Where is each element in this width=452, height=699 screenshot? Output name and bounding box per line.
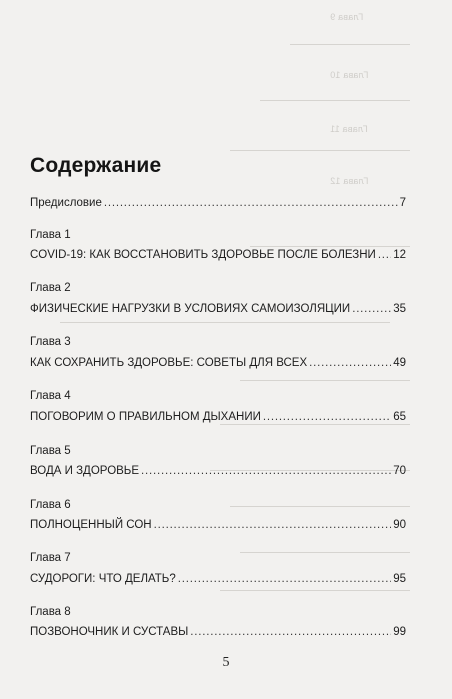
toc-entry-chapter-1[interactable] [30, 249, 406, 267]
entry-title: COVID-19: КАК ВОССТАНОВИТЬ ЗДОРОВЬЕ ПОСЛЕ БОЛЕЗНИ [30, 249, 376, 261]
toc-entry-preface[interactable] [30, 197, 406, 215]
dot-leader [309, 357, 391, 369]
toc-entry-chapter-2[interactable] [30, 303, 406, 321]
entry-title: КАК СОХРАНИТЬ ЗДОРОВЬЕ: СОВЕТЫ ДЛЯ ВСЕХ [30, 357, 308, 369]
entry-page: 90 [393, 519, 406, 531]
dot-leader [352, 303, 391, 315]
entry-page: 49 [393, 357, 406, 369]
entry-title: ПОЛНОЦЕННЫЙ СОН [30, 519, 152, 531]
dot-leader [190, 626, 391, 638]
dot-leader [141, 465, 391, 477]
toc-entry-chapter-3[interactable] [30, 357, 406, 375]
toc-heading: Содержание [30, 154, 162, 177]
entry-page: 7 [399, 197, 406, 209]
dot-leader [378, 249, 391, 261]
chapter-label: Глава 8 [30, 606, 71, 618]
entry-title: СУДОРОГИ: ЧТО ДЕЛАТЬ? [30, 573, 176, 585]
dot-leader [263, 411, 391, 423]
entry-title: ВОДА И ЗДОРОВЬЕ [30, 465, 140, 477]
toc-entry-chapter-4[interactable] [30, 411, 406, 429]
chapter-label: Глава 7 [30, 552, 71, 564]
toc-entry-chapter-5[interactable] [30, 465, 406, 483]
chapter-label: Глава 4 [30, 390, 71, 402]
entry-title: ФИЗИЧЕСКИЕ НАГРУЗКИ В УСЛОВИЯХ САМОИЗОЛЯЦИИ [30, 303, 351, 315]
chapter-label: Глава 6 [30, 499, 71, 511]
dot-leader [104, 197, 398, 209]
entry-title: Предисловие [30, 197, 102, 209]
entry-page: 70 [393, 465, 406, 477]
entry-title: ПОГОВОРИМ О ПРАВИЛЬНОМ ДЫХАНИИ [30, 411, 261, 423]
page-number: 5 [222, 655, 230, 670]
chapter-label: Глава 5 [30, 445, 71, 457]
entry-page: 99 [393, 626, 406, 638]
dot-leader [178, 573, 391, 585]
book-page: Глава 9 Глава 10 Глава 11 Глава 12 Содержание Предисловие . . . 7 Глава 1 COVID-19: КАК ВОССТАНОВИТЬ ЗДОРОВЬЕ ПОСЛЕ БОЛЕЗНИ . . . 12 Глава 2 ФИЗИЧЕСКИЕ НАГРУЗКИ В УСЛОВИЯХ САМОИЗОЛЯЦИИ . . . 35 Глава 3 КАК СОХРАНИТЬ ЗДОРОВЬЕ: СОВЕТЫ ДЛЯ ВСЕХ . . . 49 Глава 4 ПОГОВОРИМ О ПРАВИЛЬНОМ ДЫХАНИИ . . . 65 Глава 5 ВОДА И ЗДОРОВЬЕ . . . 70 Глава 6 ПОЛНОЦЕННЫЙ СОН . . . 90 Глава 7 СУДОРОГИ: ЧТО ДЕЛАТЬ? . . . 95 Глава 8 ПОЗВОНОЧНИК И СУСТАВЫ . . . 99 5 [0, 0, 452, 699]
entry-page: 95 [393, 573, 406, 585]
entry-page: 12 [393, 249, 406, 261]
entry-title: ПОЗВОНОЧНИК И СУСТАВЫ [30, 626, 189, 638]
chapter-label: Глава 2 [30, 282, 71, 294]
toc-entry-chapter-7[interactable] [30, 573, 406, 591]
dot-leader [154, 519, 392, 531]
chapter-label: Глава 3 [30, 336, 71, 348]
entry-page: 35 [393, 303, 406, 315]
entry-page: 65 [393, 411, 406, 423]
toc-entry-chapter-6[interactable] [30, 519, 406, 537]
toc-entry-chapter-8[interactable] [30, 626, 406, 644]
chapter-label: Глава 1 [30, 229, 71, 241]
